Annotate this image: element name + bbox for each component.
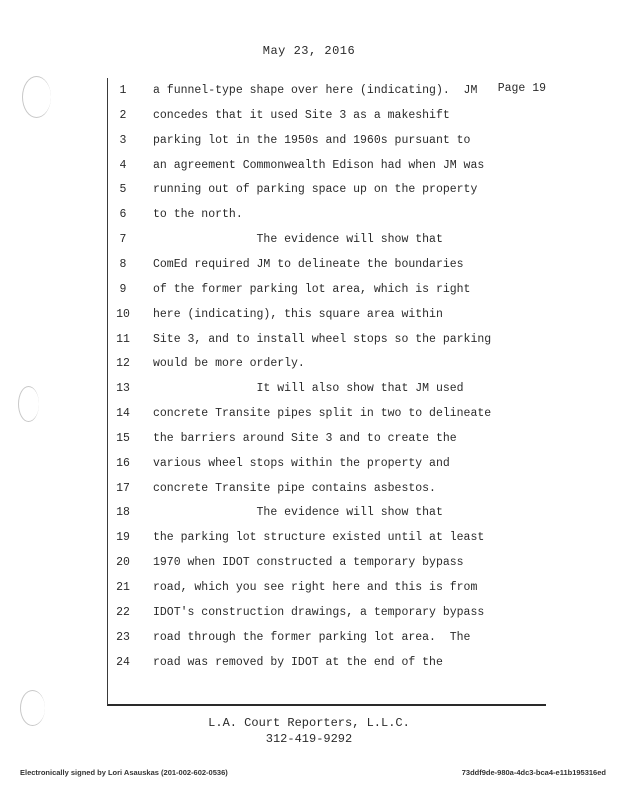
line-number: 10 (116, 308, 130, 321)
line-number: 19 (116, 531, 130, 544)
line-text: road through the former parking lot area. The (153, 631, 471, 644)
line-text: to the north. (153, 208, 243, 221)
line-text: Site 3, and to install wheel stops so the parking (153, 333, 492, 346)
line-number: 17 (116, 482, 130, 495)
line-text: the parking lot structure existed until at least (153, 531, 485, 544)
line-text: an agreement Commonwealth Edison had when JM was (153, 159, 485, 172)
line-number: 11 (116, 333, 130, 346)
line-text: a funnel-type shape over here (indicating). JM (153, 84, 478, 97)
line-text: of the former parking lot area, which is right (153, 283, 471, 296)
line-text: various wheel stops within the property and (153, 457, 450, 470)
electronic-signature: Electronically signed by Lori Asauskas (201-002-602-0536) (20, 768, 228, 777)
line-number: 4 (119, 159, 127, 172)
line-number: 8 (119, 258, 127, 271)
line-text: IDOT's construction drawings, a temporary bypass (153, 606, 485, 619)
line-number: 18 (116, 506, 130, 519)
line-number: 14 (116, 407, 130, 420)
line-text: It will also show that JM used (153, 382, 464, 395)
line-number: 2 (119, 109, 127, 122)
line-number: 7 (119, 233, 127, 246)
line-text: here (indicating), this square area within (153, 308, 443, 321)
line-text: The evidence will show that (153, 506, 443, 519)
line-number: 21 (116, 581, 130, 594)
line-number: 15 (116, 432, 130, 445)
line-text: concrete Transite pipes split in two to delineate (153, 407, 492, 420)
line-text: parking lot in the 1950s and 1960s pursuant to (153, 134, 471, 147)
line-number: 16 (116, 457, 130, 470)
line-number: 20 (116, 556, 130, 569)
line-number: 23 (116, 631, 130, 644)
line-text: running out of parking space up on the property (153, 183, 478, 196)
line-text: the barriers around Site 3 and to create the (153, 432, 457, 445)
document-hash: 73ddf9de-980a-4dc3-bca4-e11b195316ed (461, 768, 606, 777)
punch-hole-middle (18, 386, 39, 422)
line-text: would be more orderly. (153, 357, 305, 370)
line-number: 3 (119, 134, 127, 147)
line-text: The evidence will show that (153, 233, 443, 246)
line-text: concedes that it used Site 3 as a makeshift (153, 109, 450, 122)
line-text: road, which you see right here and this is from (153, 581, 478, 594)
reporter-company: L.A. Court Reporters, L.L.C. (208, 716, 410, 730)
transcript-date: May 23, 2016 (262, 44, 356, 58)
line-number: 5 (119, 183, 127, 196)
line-number: 12 (116, 357, 130, 370)
line-number: 1 (119, 84, 127, 97)
line-number: 22 (116, 606, 130, 619)
page-number: Page 19 (497, 82, 546, 95)
line-number: 9 (119, 283, 127, 296)
line-text: road was removed by IDOT at the end of the (153, 656, 443, 669)
line-number: 24 (116, 656, 130, 669)
line-text: ComEd required JM to delineate the boundaries (153, 258, 464, 271)
line-number: 6 (119, 208, 127, 221)
line-text: 1970 when IDOT constructed a temporary bypass (153, 556, 464, 569)
line-number: 13 (116, 382, 130, 395)
punch-hole-top (22, 76, 51, 118)
line-text: concrete Transite pipe contains asbestos. (153, 482, 436, 495)
reporter-phone: 312-419-9292 (265, 732, 353, 746)
